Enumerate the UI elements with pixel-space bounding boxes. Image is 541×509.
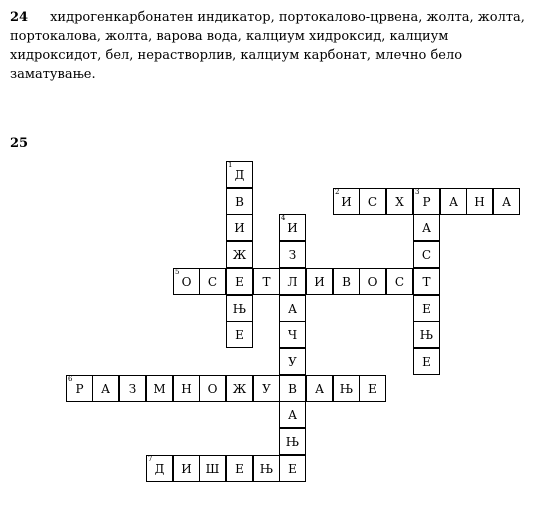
crossword-letter: С bbox=[367, 194, 378, 209]
crossword-letter: М bbox=[153, 381, 166, 396]
crossword-letter: Х bbox=[395, 194, 404, 209]
crossword-clue-number: 7 bbox=[148, 455, 153, 463]
crossword-letter: Е bbox=[235, 274, 244, 289]
crossword-letter: В bbox=[288, 381, 297, 396]
crossword-cell bbox=[199, 268, 226, 295]
crossword-cell bbox=[226, 188, 253, 215]
crossword-letter: З bbox=[288, 247, 297, 262]
crossword-letter: Е bbox=[422, 301, 431, 316]
crossword-cell bbox=[306, 375, 333, 402]
crossword-letter: А bbox=[448, 194, 459, 209]
crossword-cell bbox=[359, 268, 386, 295]
crossword-letter: Ш bbox=[205, 461, 220, 476]
crossword-letter: Е bbox=[422, 354, 431, 369]
crossword-letter: В bbox=[235, 194, 244, 209]
crossword-letter: З bbox=[128, 381, 137, 396]
crossword-letter: А bbox=[287, 407, 298, 422]
crossword-clue-number: 4 bbox=[281, 214, 286, 222]
crossword-cell bbox=[279, 455, 306, 482]
question-24-number: 24 bbox=[10, 10, 29, 25]
crossword-cell bbox=[253, 375, 280, 402]
crossword-cell bbox=[279, 375, 306, 402]
crossword-clue-number: 2 bbox=[335, 188, 340, 196]
crossword-cell bbox=[333, 188, 360, 215]
crossword-cell bbox=[359, 375, 386, 402]
crossword-letter: И bbox=[234, 220, 245, 235]
crossword-letter: Њ bbox=[285, 434, 300, 449]
crossword-letter: О bbox=[207, 381, 218, 396]
crossword-cell bbox=[333, 268, 360, 295]
crossword-clue-number: 6 bbox=[68, 375, 73, 383]
crossword-cell bbox=[173, 268, 200, 295]
crossword-letter: А bbox=[314, 381, 325, 396]
crossword-cell bbox=[279, 321, 306, 348]
crossword-letter: Њ bbox=[259, 461, 274, 476]
crossword-cell bbox=[413, 321, 440, 348]
crossword-cell bbox=[279, 214, 306, 241]
crossword-cell bbox=[413, 348, 440, 375]
crossword-cell bbox=[146, 455, 173, 482]
crossword-cell bbox=[119, 375, 146, 402]
crossword-letter: Т bbox=[262, 274, 271, 289]
crossword-letter: И bbox=[181, 461, 192, 476]
crossword-cell bbox=[146, 375, 173, 402]
crossword-letter: У bbox=[262, 381, 271, 396]
crossword-cell bbox=[279, 348, 306, 375]
crossword-letter: Ж bbox=[232, 381, 247, 396]
crossword-cell bbox=[333, 375, 360, 402]
crossword-clue-number: 1 bbox=[228, 161, 233, 169]
crossword-cell bbox=[279, 428, 306, 455]
crossword-letter: Е bbox=[235, 461, 244, 476]
crossword-letter: С bbox=[207, 274, 218, 289]
crossword-letter: И bbox=[314, 274, 325, 289]
crossword-letter: Р bbox=[75, 381, 84, 396]
crossword-clue-number: 3 bbox=[415, 188, 420, 196]
crossword-cell bbox=[413, 188, 440, 215]
crossword-cell bbox=[226, 161, 253, 188]
crossword-letter: Р bbox=[422, 194, 431, 209]
crossword-cell bbox=[413, 295, 440, 322]
crossword-letter: Њ bbox=[339, 381, 354, 396]
crossword-letter: Њ bbox=[232, 301, 247, 316]
crossword-letter: А bbox=[501, 194, 512, 209]
crossword-cell bbox=[92, 375, 119, 402]
crossword-letter: У bbox=[288, 354, 297, 369]
crossword-cell bbox=[279, 295, 306, 322]
crossword-cell bbox=[413, 268, 440, 295]
crossword-letter: Ч bbox=[287, 327, 298, 342]
crossword-cell bbox=[173, 375, 200, 402]
crossword-clue-number: 5 bbox=[175, 268, 180, 276]
crossword-letter: Њ bbox=[419, 327, 434, 342]
crossword-letter: О bbox=[367, 274, 378, 289]
crossword-cell bbox=[226, 375, 253, 402]
crossword-cell bbox=[306, 268, 333, 295]
crossword-letter: А bbox=[287, 301, 298, 316]
crossword-letter: Е bbox=[368, 381, 377, 396]
crossword-letter: И bbox=[341, 194, 352, 209]
crossword-cell bbox=[226, 455, 253, 482]
crossword-letter: Е bbox=[288, 461, 297, 476]
crossword-cell bbox=[173, 455, 200, 482]
crossword-cell bbox=[386, 188, 413, 215]
crossword-letter: С bbox=[394, 274, 405, 289]
crossword-letter: С bbox=[421, 247, 432, 262]
crossword-cell bbox=[413, 241, 440, 268]
question-24-answer-text: хидрогенкарбонатен индикатор, портокалово-црвена, жолта, жолта, портокалова, жолта, варова вода, калциум хидроксид, калциум хидроксидот, бел, нерастворлив, калциум карбонат, млечно бело заматување. bbox=[10, 10, 525, 82]
crossword-letter: А bbox=[100, 381, 111, 396]
crossword-cell bbox=[466, 188, 493, 215]
crossword-cell bbox=[199, 455, 226, 482]
crossword-letter: Л bbox=[287, 274, 298, 289]
crossword-letter: Н bbox=[474, 194, 485, 209]
crossword-cell bbox=[386, 268, 413, 295]
crossword-letter: Т bbox=[422, 274, 431, 289]
crossword-letter: В bbox=[342, 274, 351, 289]
crossword-cell bbox=[226, 268, 253, 295]
crossword-cell bbox=[413, 214, 440, 241]
crossword-cell bbox=[253, 268, 280, 295]
crossword-cell bbox=[199, 375, 226, 402]
crossword-cell bbox=[226, 241, 253, 268]
crossword-cell bbox=[66, 375, 93, 402]
crossword-letter: О bbox=[181, 274, 192, 289]
crossword-cell bbox=[279, 268, 306, 295]
crossword-letter: Ж bbox=[232, 247, 247, 262]
crossword-cell bbox=[226, 214, 253, 241]
crossword-cell bbox=[279, 401, 306, 428]
crossword-letter: А bbox=[421, 220, 432, 235]
crossword-cell bbox=[226, 295, 253, 322]
crossword-cell bbox=[359, 188, 386, 215]
crossword-cell bbox=[253, 455, 280, 482]
crossword-letter: Е bbox=[235, 327, 244, 342]
question-25-number: 25 bbox=[10, 136, 29, 151]
crossword-cell bbox=[440, 188, 467, 215]
crossword-cell bbox=[279, 241, 306, 268]
crossword-cell bbox=[226, 321, 253, 348]
crossword-letter: Д bbox=[234, 167, 245, 182]
crossword-cell bbox=[493, 188, 520, 215]
crossword-letter: Н bbox=[181, 381, 192, 396]
crossword-letter: Д bbox=[154, 461, 165, 476]
crossword-letter: И bbox=[287, 220, 298, 235]
